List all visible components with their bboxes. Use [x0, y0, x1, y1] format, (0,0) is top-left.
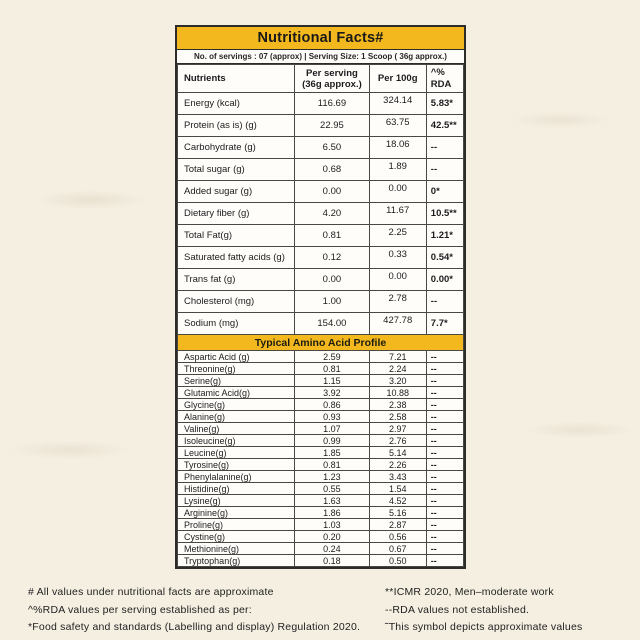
rda-value: -- — [426, 471, 463, 483]
rda-value: 0.54* — [426, 247, 463, 269]
per-serving-value: 4.20 — [295, 203, 369, 225]
rda-value: -- — [426, 495, 463, 507]
table-header-row — [178, 65, 464, 93]
row-label: Alanine(g) — [178, 411, 295, 423]
footnote-rda-not-established: --RDA values not established. — [385, 603, 530, 616]
per-serving-value: 0.20 — [295, 531, 369, 543]
row-label: Isoleucine(g) — [178, 435, 295, 447]
row-label: Dietary fiber (g) — [178, 203, 295, 225]
per-100g-value: 2.87 — [369, 519, 426, 531]
footnote-approximate: # All values under nutritional facts are approximate — [28, 586, 274, 598]
per-100g-value: 2.24 — [369, 363, 426, 375]
per-serving-value: 6.50 — [295, 137, 369, 159]
per-serving-value: 0.00 — [295, 269, 369, 291]
table-row — [178, 137, 464, 159]
table-row — [178, 313, 464, 335]
row-label: Valine(g) — [178, 423, 295, 435]
row-label: Total sugar (g) — [178, 159, 295, 181]
row-label: Threonine(g) — [178, 363, 295, 375]
rda-value: -- — [426, 543, 463, 555]
per-100g-value: 63.75 — [369, 115, 426, 137]
row-label: Aspartic Acid (g) — [178, 351, 295, 363]
per-100g-value: 3.20 — [369, 375, 426, 387]
nutrition-label — [175, 25, 466, 569]
rda-value: -- — [426, 137, 463, 159]
footnotes — [28, 584, 614, 637]
per-serving-value: 3.92 — [295, 387, 369, 399]
rda-value: -- — [426, 363, 463, 375]
per-100g-value: 0.56 — [369, 531, 426, 543]
row-label: Histidine(g) — [178, 483, 295, 495]
per-serving-value: 1.23 — [295, 471, 369, 483]
row-label: Arginine(g) — [178, 507, 295, 519]
per-serving-value: 0.24 — [295, 543, 369, 555]
table-row — [178, 471, 464, 483]
row-label: Proline(g) — [178, 519, 295, 531]
column-header-per-100g: Per 100g — [369, 65, 426, 93]
table-row — [178, 519, 464, 531]
per-100g-value: 427.78 — [369, 313, 426, 335]
rda-value: -- — [426, 459, 463, 471]
row-label: Cholesterol (mg) — [178, 291, 295, 313]
per-serving-value: 1.03 — [295, 519, 369, 531]
table-row — [178, 181, 464, 203]
table-row — [178, 269, 464, 291]
rda-value: -- — [426, 399, 463, 411]
table-row — [178, 483, 464, 495]
per-100g-value: 5.16 — [369, 507, 426, 519]
table-row — [178, 447, 464, 459]
table-row — [178, 351, 464, 363]
footnote-rda-established: ^%RDA values per serving established as per: — [28, 603, 252, 616]
rda-value: 7.7* — [426, 313, 463, 335]
rda-value: -- — [426, 159, 463, 181]
table-row — [178, 435, 464, 447]
rda-value: 10.5** — [426, 203, 463, 225]
table-row — [178, 423, 464, 435]
rda-value: -- — [426, 423, 463, 435]
per-serving-value: 1.86 — [295, 507, 369, 519]
per-100g-value: 1.89 — [369, 159, 426, 181]
per-serving-value: 0.18 — [295, 555, 369, 567]
table-row — [178, 247, 464, 269]
per-100g-value: 0.33 — [369, 247, 426, 269]
row-label: Saturated fatty acids (g) — [178, 247, 295, 269]
row-label: Methionine(g) — [178, 543, 295, 555]
per-serving-value: 0.81 — [295, 225, 369, 247]
row-label: Sodium (mg) — [178, 313, 295, 335]
table-row — [178, 459, 464, 471]
row-label: Lysine(g) — [178, 495, 295, 507]
per-serving-value: 0.81 — [295, 363, 369, 375]
per-serving-value: 116.69 — [295, 93, 369, 115]
table-row — [178, 507, 464, 519]
nutrition-table — [177, 64, 464, 567]
per-100g-value: 3.43 — [369, 471, 426, 483]
row-label: Serine(g) — [178, 375, 295, 387]
table-row — [178, 291, 464, 313]
per-100g-value: 2.78 — [369, 291, 426, 313]
footnote-icmr: **ICMR 2020, Men–moderate work — [385, 586, 554, 598]
per-100g-value: 2.25 — [369, 225, 426, 247]
rda-value: -- — [426, 531, 463, 543]
rda-value: -- — [426, 519, 463, 531]
table-row — [178, 543, 464, 555]
table-row — [178, 375, 464, 387]
row-label: Energy (kcal) — [178, 93, 295, 115]
per-serving-value: 0.81 — [295, 459, 369, 471]
footnotes-right — [385, 584, 614, 637]
per-serving-value: 1.15 — [295, 375, 369, 387]
row-label: Phenylalanine(g) — [178, 471, 295, 483]
row-label: Total Fat(g) — [178, 225, 295, 247]
per-100g-value: 2.58 — [369, 411, 426, 423]
footnote-symbol-meaning: ˜This symbol depicts approximate values — [385, 621, 583, 633]
per-serving-value: 22.95 — [295, 115, 369, 137]
servings-info: No. of servings : 07 (approx) | Serving Size: 1 Scoop ( 36g approx.) — [177, 50, 464, 64]
table-row — [178, 387, 464, 399]
per-100g-value: 4.52 — [369, 495, 426, 507]
row-label: Carbohydrate (g) — [178, 137, 295, 159]
rda-value: -- — [426, 435, 463, 447]
column-header-rda: ^% RDA — [426, 65, 463, 93]
rda-value: -- — [426, 375, 463, 387]
table-row — [178, 203, 464, 225]
per-serving-value: 0.93 — [295, 411, 369, 423]
row-label: Added sugar (g) — [178, 181, 295, 203]
per-100g-value: 5.14 — [369, 447, 426, 459]
table-row — [178, 115, 464, 137]
amino-acid-section-title: Typical Amino Acid Profile — [178, 335, 464, 351]
per-100g-value: 0.67 — [369, 543, 426, 555]
label-title: Nutritional Facts# — [177, 27, 464, 50]
rda-value: 1.21* — [426, 225, 463, 247]
footnote-fssai-regulation: *Food safety and standards (Labelling and display) Regulation 2020. — [28, 621, 361, 633]
table-row — [178, 495, 464, 507]
per-serving-value: 2.59 — [295, 351, 369, 363]
per-100g-value: 2.26 — [369, 459, 426, 471]
rda-value: -- — [426, 411, 463, 423]
row-label: Tyrosine(g) — [178, 459, 295, 471]
table-row — [178, 363, 464, 375]
per-serving-value: 1.00 — [295, 291, 369, 313]
table-row — [178, 531, 464, 543]
row-label: Glycine(g) — [178, 399, 295, 411]
per-serving-value: 0.55 — [295, 483, 369, 495]
rda-value: 42.5** — [426, 115, 463, 137]
per-100g-value: 0.50 — [369, 555, 426, 567]
per-serving-value: 1.85 — [295, 447, 369, 459]
rda-value: -- — [426, 483, 463, 495]
column-header-per-serving: Per serving (36g approx.) — [295, 65, 369, 93]
table-row — [178, 399, 464, 411]
per-100g-value: 2.76 — [369, 435, 426, 447]
rda-value: 0* — [426, 181, 463, 203]
per-100g-value: 18.06 — [369, 137, 426, 159]
per-100g-value: 10.88 — [369, 387, 426, 399]
per-100g-value: 2.97 — [369, 423, 426, 435]
per-serving-value: 0.86 — [295, 399, 369, 411]
rda-value: 5.83* — [426, 93, 463, 115]
per-serving-value: 0.68 — [295, 159, 369, 181]
table-row — [178, 411, 464, 423]
per-100g-value: 0.00 — [369, 181, 426, 203]
per-serving-value: 0.12 — [295, 247, 369, 269]
row-label: Protein (as is) (g) — [178, 115, 295, 137]
table-row — [178, 93, 464, 115]
rda-value: -- — [426, 555, 463, 567]
rda-value: -- — [426, 447, 463, 459]
per-100g-value: 324.14 — [369, 93, 426, 115]
per-100g-value: 2.38 — [369, 399, 426, 411]
per-serving-value: 1.63 — [295, 495, 369, 507]
rda-value: -- — [426, 387, 463, 399]
per-100g-value: 11.67 — [369, 203, 426, 225]
table-row — [178, 555, 464, 567]
per-serving-value: 154.00 — [295, 313, 369, 335]
rda-value: -- — [426, 507, 463, 519]
rda-value: -- — [426, 291, 463, 313]
rda-value: -- — [426, 351, 463, 363]
rda-value: 0.00* — [426, 269, 463, 291]
row-label: Tryptophan(g) — [178, 555, 295, 567]
per-serving-value: 1.07 — [295, 423, 369, 435]
per-serving-value: 0.99 — [295, 435, 369, 447]
footnotes-left — [28, 584, 385, 637]
per-serving-value: 0.00 — [295, 181, 369, 203]
per-100g-value: 7.21 — [369, 351, 426, 363]
amino-acid-section-header — [178, 335, 464, 351]
column-header-nutrients: Nutrients — [178, 65, 295, 93]
row-label: Trans fat (g) — [178, 269, 295, 291]
per-100g-value: 1.54 — [369, 483, 426, 495]
table-row — [178, 159, 464, 181]
row-label: Cystine(g) — [178, 531, 295, 543]
row-label: Glutamic Acid(g) — [178, 387, 295, 399]
per-100g-value: 0.00 — [369, 269, 426, 291]
table-row — [178, 225, 464, 247]
row-label: Leucine(g) — [178, 447, 295, 459]
